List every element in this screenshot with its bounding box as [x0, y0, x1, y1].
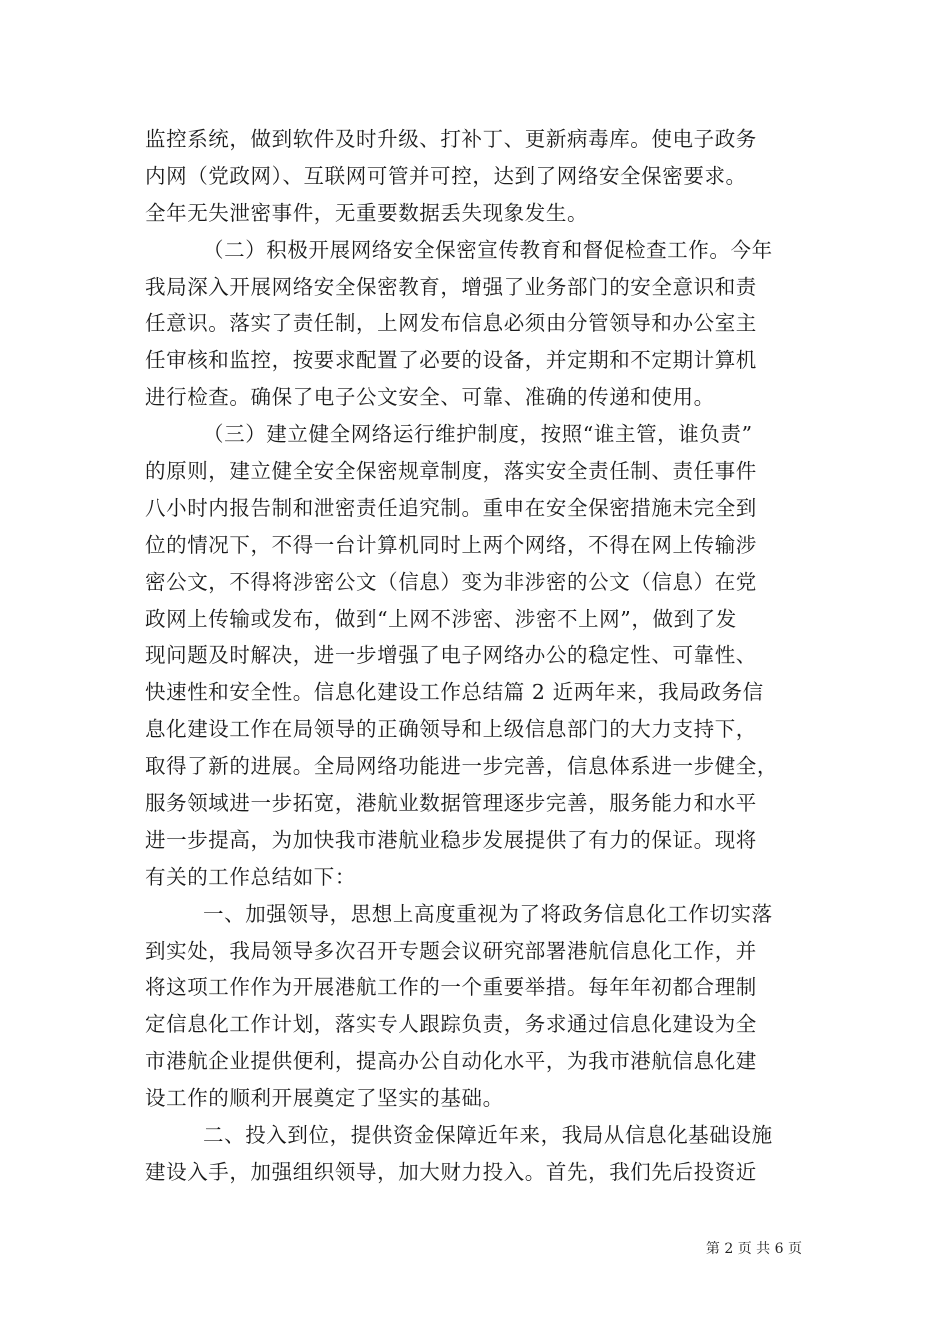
text-line: （三）建立健全网络运行维护制度，按照“谁主管，谁负责” [203, 422, 753, 447]
text-line: 全年无失泄密事件，无重要数据丢失现象发生。 [145, 200, 589, 225]
text-line: 进一步提高，为加快我市港航业稳步发展提供了有力的保证。现将 [145, 827, 757, 852]
text-line: 建设入手，加强组织领导，加大财力投入。首先，我们先后投资近 [145, 1159, 757, 1184]
document-body [145, 121, 810, 1191]
text-line: 将这项工作作为开展港航工作的一个重要举措。每年年初都合理制 [145, 975, 757, 1000]
text-line: 的原则，建立健全安全保密规章制度，落实安全责任制、责任事件 [145, 459, 757, 484]
text-line: 二、投入到位，提供资金保障近年来，我局从信息化基础设施 [203, 1123, 773, 1148]
text-line: 任审核和监控，按要求配置了必要的设备，并定期和不定期计算机 [145, 348, 757, 373]
text-line: 我局深入开展网络安全保密教育，增强了业务部门的安全意识和责 [145, 274, 757, 299]
text-line: 有关的工作总结如下： [145, 864, 356, 889]
text-line: 一、加强领导，思想上高度重视为了将政务信息化工作切实落 [203, 901, 773, 926]
text-line: 设工作的顺利开展奠定了坚实的基础。 [145, 1086, 504, 1111]
text-line: （二）积极开展网络安全保密宣传教育和督促检查工作。今年 [203, 237, 773, 262]
text-line: 监控系统，做到软件及时升级、打补丁、更新病毒库。使电子政务 [145, 127, 757, 151]
text-line: 进行检查。确保了电子公文安全、可靠、准确的传递和使用。 [145, 385, 715, 410]
text-line: 八小时内报告制和泄密责任追究制。重申在安全保密措施未完全到 [145, 495, 757, 520]
page-number: 第 2 页 共 6 页 [705, 1241, 802, 1257]
text-line: 内网（党政网）、互联网可管并可控，达到了网络安全保密要求。 [145, 163, 747, 188]
text-line: 市港航企业提供便利，提高办公自动化水平，为我市港航信息化建 [145, 1049, 757, 1074]
text-line: 密公文，不得将涉密公文（信息）变为非涉密的公文（信息）在党 [145, 569, 757, 594]
text-line: 现问题及时解决，进一步增强了电子网络办公的稳定性、可靠性、 [145, 643, 757, 668]
text-line: 定信息化工作计划，落实专人跟踪负责，务求通过信息化建设为全 [145, 1012, 757, 1037]
text-line: 取得了新的进展。全局网络功能进一步完善，信息体系进一步健全， [145, 754, 778, 779]
text-line: 位的情况下，不得一台计算机同时上两个网络，不得在网上传输涉 [145, 532, 757, 557]
text-line: 到实处，我局领导多次召开专题会议研究部署港航信息化工作，并 [145, 938, 757, 963]
text-line: 任意识。落实了责任制，上网发布信息必须由分管领导和办公室主 [145, 311, 757, 336]
text-line: 息化建设工作在局领导的正确领导和上级信息部门的大力支持下， [145, 717, 757, 742]
text-line: 政网上传输或发布，做到“上网不涉密、涉密不上网”，做到了发 [145, 606, 737, 631]
text-line: 快速性和安全性。信息化建设工作总结篇 2 近两年来，我局政务信 [145, 680, 764, 705]
text-line: 服务领域进一步拓宽，港航业数据管理逐步完善，服务能力和水平 [145, 791, 757, 816]
